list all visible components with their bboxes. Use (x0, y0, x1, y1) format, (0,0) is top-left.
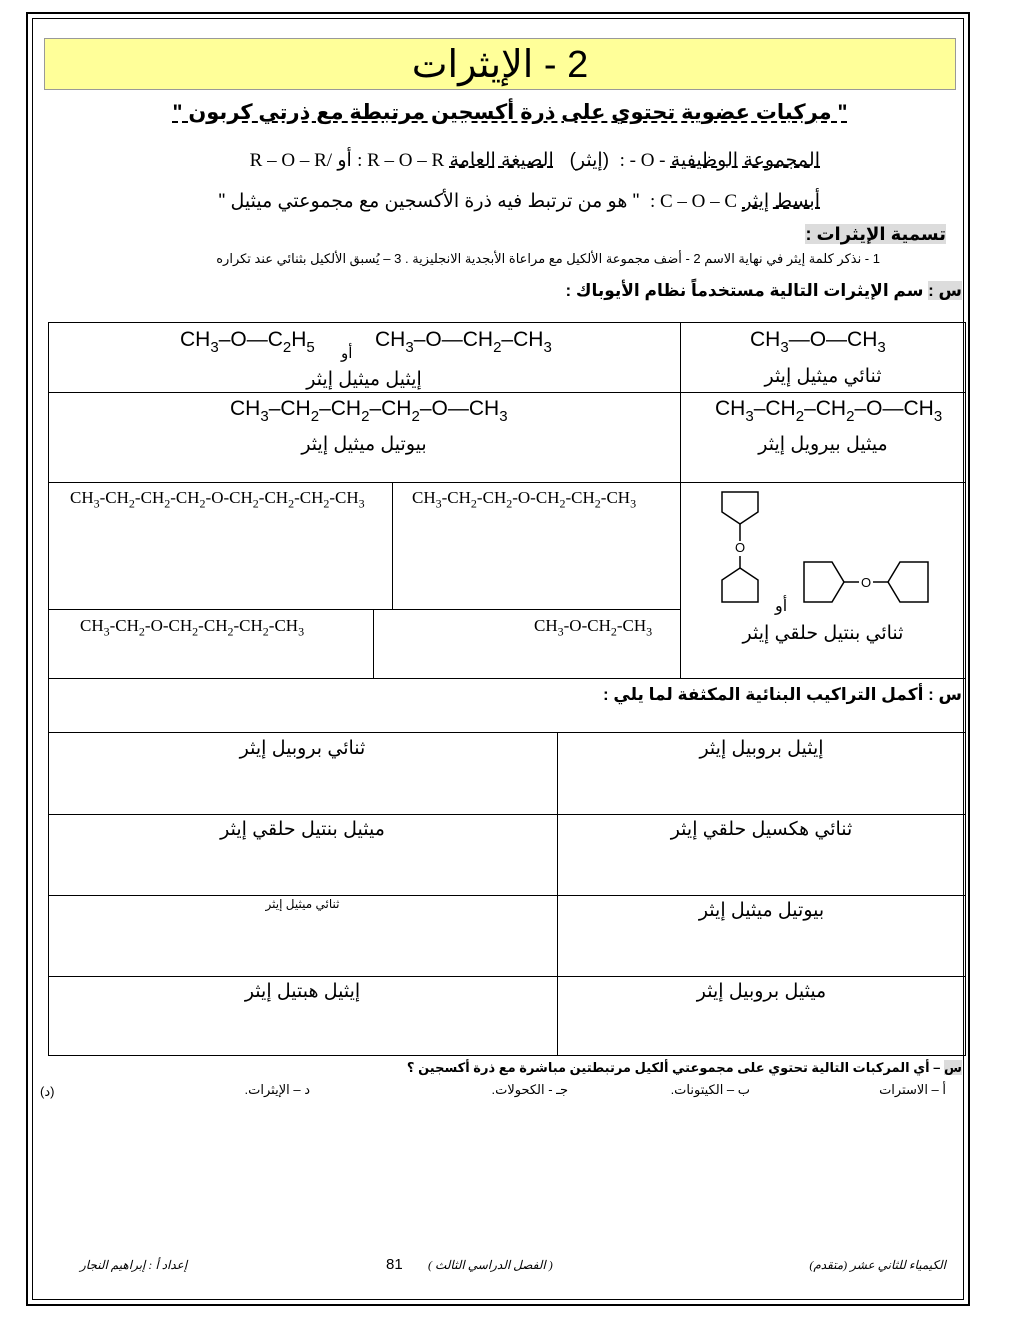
cyclopentyl-ring (722, 492, 758, 524)
page-title: 2 - الإيثرات (44, 38, 956, 90)
or-word: أو (341, 345, 353, 362)
general-formula-label: الصيغة العامة (449, 150, 554, 171)
option-d: د – الإيثرات. (244, 1082, 310, 1097)
table-divider (373, 609, 374, 679)
dimethyl-ether-name: ثنائي ميثيل إيثر (764, 366, 882, 387)
question-2-label: س : (928, 685, 962, 704)
simplest-ether-label: أبسط إيثر (742, 191, 820, 212)
cyclopentyl-ring (888, 562, 928, 602)
question-3-text: – أي المركبات التالية تحتوي على مجموعتي ألكيل مرتبطتين مباشرة مع ذرة أكسجين ؟ (406, 1060, 941, 1075)
dibutyl-ether-condensed: $CH_3-CH_2-CH_2-CH_2-O-CH_2-CH_2-CH_2-CH_3$ (70, 488, 365, 511)
dimethyl-ether-formula: $CH_3—O—CH_3$ (750, 328, 886, 356)
naming-rules: 1 - نذكر كلمة إيثر في نهاية الاسم 2 - أضف مجموعة الألكيل مع مراعاة الأبجدية الانجليزية . 3 – يُسبق الألكيل بثنائي عند تكراره (216, 251, 880, 266)
q2-item: إيثيل هبتيل إيثر (244, 981, 361, 1002)
table-divider (48, 609, 680, 610)
definition (60, 100, 960, 125)
definition-text: " مركبات عضوية تحتوي على ذرة أكسجين مرتبطة مع ذرتي كربون " (172, 101, 848, 124)
methyl-propyl-ether-formula: $CH_3-CH_2-CH_2-O—CH_3$ (715, 397, 943, 425)
option-a: أ – الاسترات (879, 1082, 946, 1097)
functional-group-label: المجموعة الوظيفية (670, 150, 820, 171)
footer-semester: ( الفصل الدراسي الثالث ) (428, 1258, 553, 1272)
ethyl-methyl-ether-condensed: $CH_3-O-CH_2-CH_3$ (534, 616, 653, 639)
question-2-text: أكمل التراكيب البنائية المكثفة لما يلي : (602, 685, 924, 704)
q2-item: ميثيل بنتيل حلقي إيثر (220, 819, 385, 840)
butyl-methyl-ether-formula: $CH_3-CH_2-CH_2-CH_2-O—CH_3$ (230, 397, 508, 425)
butyl-methyl-ether-name: بيوتيل ميثيل إيثر (301, 434, 427, 455)
simplest-ether-formula: : C – O – C (649, 191, 738, 212)
q2-item: إيثيل بروبيل إيثر (699, 738, 824, 759)
grid-divider (48, 976, 966, 977)
table-divider (392, 482, 393, 609)
question-3 (407, 1060, 962, 1076)
methyl-propyl-ether-name: ميثيل بيرويل إيثر (758, 434, 888, 455)
general-formula-2: R – O – R/ (249, 150, 333, 171)
naming-heading-text: تسمية الإيثرات : (805, 224, 946, 244)
question-3-label: س (944, 1060, 962, 1075)
question-1 (566, 281, 963, 301)
q2-item: ميثيل بروبيل إيثر (696, 981, 827, 1002)
grid-divider (48, 895, 966, 896)
general-formula-1: : R – O – R (357, 150, 445, 171)
answer: (د) (40, 1084, 55, 1099)
dicyclopentyl-ether-structures (700, 486, 960, 611)
table-divider (48, 392, 966, 393)
oxygen-atom-label: O (860, 575, 872, 590)
functional-group-symbol: : - O - (619, 150, 666, 171)
option-c: جـ - الكحولات. (491, 1082, 568, 1097)
question-1-label: س : (928, 281, 962, 300)
simplest-ether-line (218, 190, 820, 213)
or-word: أو (775, 598, 788, 615)
footer-author: إعداد أ : إبراهيم النجار (80, 1258, 188, 1272)
ethyl-methyl-ether-name: إيثيل ميثيل إيثر (306, 369, 422, 390)
question-1-text: سم الإيثرات التالية مستخدماً نظام الأيوباك : (565, 281, 924, 300)
simplest-ether-text: " هو من ترتبط فيه ذرة الأكسجين مع مجموعتي ميثيل " (218, 191, 640, 212)
naming-heading (805, 224, 946, 245)
page-number: 81 (386, 1256, 403, 1273)
grid-divider (48, 814, 966, 815)
oxygen-atom-label: O (734, 540, 746, 555)
q2-item: ثنائي بروبيل إيثر (239, 738, 366, 759)
table-divider (48, 482, 966, 483)
functional-group-name: (إيثر) (569, 150, 610, 171)
cyclopentyl-ring (804, 562, 844, 602)
functional-group-line (250, 149, 820, 172)
dipropyl-ether-condensed: $CH_3-CH_2-CH_2-O-CH_2-CH_2-CH_3$ (412, 488, 637, 511)
option-b: ب – الكيتونات. (670, 1082, 750, 1097)
ethyl-methyl-ether-formula-b: $CH_3-O—CH_2-CH_3$ (375, 328, 552, 356)
q2-item: ثنائي هكسيل حلقي إيثر (670, 819, 853, 840)
footer-subject: الكيمياء للثاني عشر (متقدم) (809, 1258, 946, 1272)
q2-item: بيوتيل ميثيل إيثر (698, 900, 825, 921)
dicyclopentyl-ether-name: ثنائي بنتيل حلقي إيثر (742, 623, 904, 644)
question-2 (603, 685, 962, 705)
or-word: أو (337, 150, 352, 171)
cyclopentyl-ring (722, 568, 758, 602)
butyl-ethyl-ether-condensed: $CH_3-CH_2-O-CH_2-CH_2-CH_2-CH_3$ (80, 616, 305, 639)
ethyl-methyl-ether-formula-a: $CH_3-O—C_2H_5$ (180, 328, 315, 356)
q2-item: ثنائي ميثيل إيثر (265, 897, 340, 911)
